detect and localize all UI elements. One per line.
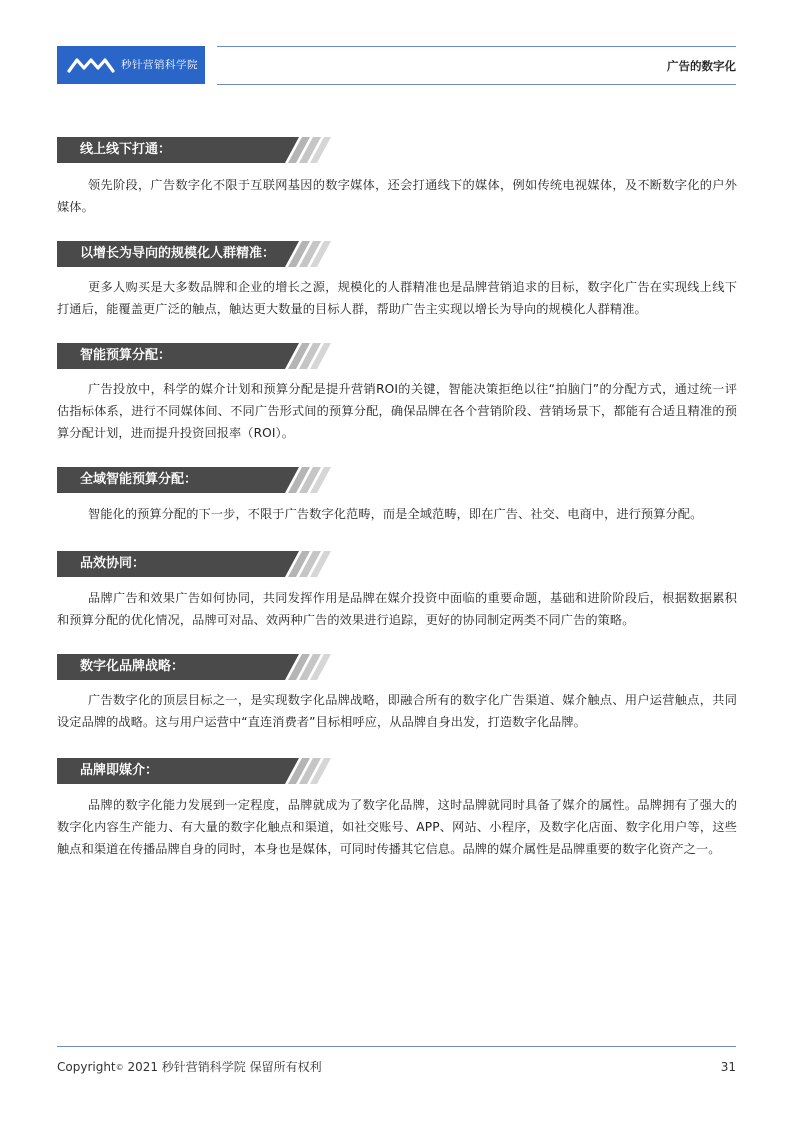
section-paragraph: 品牌的数字化能力发展到一定程度，品牌就成为了数字化品牌，这时品牌就同时具备了媒介的属性。品牌拥有了强大的数字化内容生产能力、有大量的数字化触点和渠道，如社交账号、APP、网站、小程序，及数字化店面、数字化用户等，这些触点和渠道在传播品牌自身的同时，本身也是媒体，可同时传播其它信息。品牌的媒介属性是品牌重要的数字化资产之一。 [57, 798, 737, 856]
footer-copyright [57, 1059, 322, 1076]
copyright-rest: 2021 秒针营销科学院 保留所有权利 [123, 1060, 322, 1074]
section-heading [57, 551, 347, 577]
section-paragraph: 广告数字化的顶层目标之一，是实现数字化品牌战略，即融合所有的数字化广告渠道、媒介触点、用户运营触点，共同设定品牌的战略。这与用户运营中“直连消费者”目标相呼应，从品牌自身出发，打造数字化品牌。 [57, 693, 737, 729]
header-divider-top [217, 46, 736, 47]
page-header-title: 广告的数字化 [667, 59, 736, 73]
section-paragraph: 广告投放中，科学的媒介计划和预算分配是提升营销ROI的关键，智能决策拒绝以往“拍脑门”的分配方式，通过统一评估指标体系，进行不同媒体间、不同广告形式间的预算分配，确保品牌在各个营销阶段、营销场景下，都能有合适且精准的预算分配计划，进而提升投资回报率（ROI）。 [57, 382, 737, 440]
section-heading [57, 241, 347, 267]
section-heading-label: 以增长为导向的规模化人群精准： [80, 246, 276, 261]
section-heading-label: 智能预算分配： [80, 348, 172, 363]
section-heading [57, 654, 347, 680]
section-heading-label: 品效协同： [80, 556, 146, 571]
section-heading-label: 数字化品牌战略： [80, 659, 185, 674]
section-heading [57, 758, 347, 784]
copyright-prefix: Copyright [57, 1060, 116, 1074]
section-heading [57, 343, 347, 369]
section-paragraph: 领先阶段，广告数字化不限于互联网基因的数字媒体，还会打通线下的媒体，例如传统电视媒体，及不断数字化的户外媒体。 [57, 178, 737, 214]
section-heading-label: 全域智能预算分配： [80, 472, 198, 487]
section-paragraph: 更多人购买是大多数品牌和企业的增长之源，规模化的人群精准也是品牌营销追求的目标，数字化广告在实现线上线下打通后，能覆盖更广泛的触点，触达更大数量的目标人群，帮助广告主实现以增长为导向的规模化人群精准。 [57, 280, 737, 316]
section-paragraph: 品牌广告和效果广告如何协同，共同发挥作用是品牌在媒介投资中面临的重要命题，基础和进阶阶段后，根据数据累积和预算分配的优化情况，品牌可对品、效两种广告的效果进行追踪，更好的协同制定两类不同广告的策略。 [57, 591, 737, 627]
section-heading [57, 467, 347, 493]
section-heading [57, 137, 347, 163]
copyright-symbol: © [115, 1063, 124, 1072]
page-number: 31 [720, 1060, 736, 1074]
section-heading-label: 品牌即媒介： [80, 763, 159, 778]
logo-text: 秒针营销科学院 [121, 59, 198, 71]
section-paragraph: 智能化的预算分配的下一步，不限于广告数字化范畴，而是全域范畴，即在广告、社交、电商中，进行预算分配。 [88, 507, 703, 521]
mm-wave-logo-icon [67, 55, 115, 75]
header-divider-bottom [217, 84, 736, 85]
brand-logo [57, 46, 205, 84]
footer-divider [57, 1046, 736, 1047]
section-heading-label: 线上线下打通： [80, 142, 172, 157]
